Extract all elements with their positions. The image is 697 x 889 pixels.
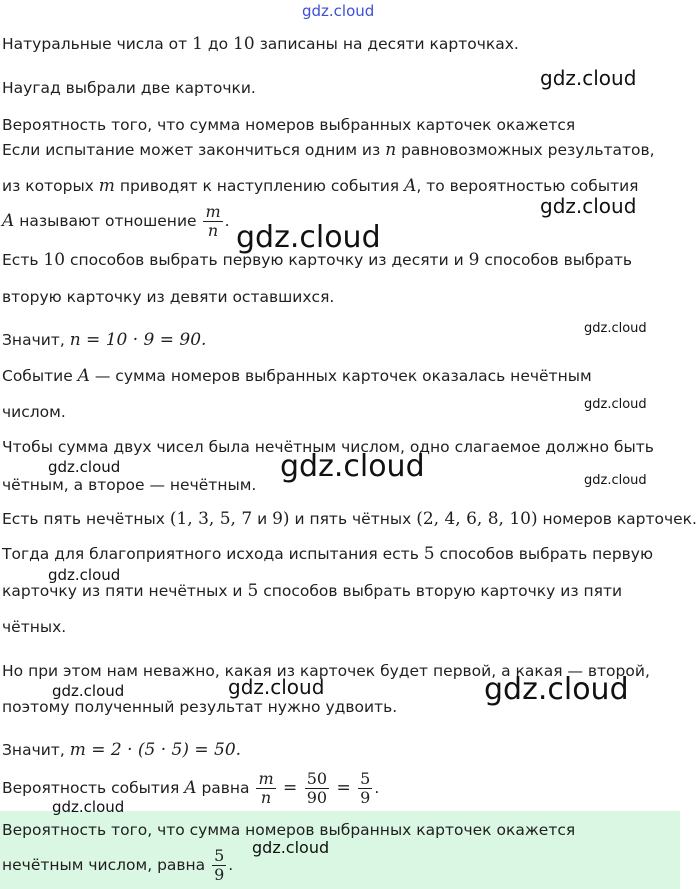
watermark: gdz.cloud <box>484 672 629 707</box>
text: способов выбрать вторую карточку из пяти <box>258 582 623 600</box>
text: . <box>228 856 234 874</box>
fraction <box>358 770 372 807</box>
text: из которых <box>2 177 99 195</box>
text: способов выбрать первую <box>434 545 654 563</box>
denominator: n <box>260 788 272 807</box>
text: , то вероятностью события <box>416 177 639 195</box>
text: Есть пять нечётных <box>2 510 170 528</box>
math-equation: n = 10 · 9 = 90. <box>69 330 207 350</box>
text: карточку из пяти нечётных и <box>2 582 248 600</box>
text: — сумма номеров выбранных карточек оказалась нечётным <box>89 367 592 385</box>
watermark: gdz.cloud <box>540 194 637 218</box>
text: Значит, <box>2 331 70 349</box>
text: и <box>252 510 273 528</box>
text: способов выбрать первую карточку из десяти и <box>65 251 469 269</box>
text: называют отношение <box>14 212 202 230</box>
math-number: 10 <box>43 250 66 270</box>
solution-line-10 <box>2 581 622 601</box>
watermark: gdz.cloud <box>228 675 325 699</box>
numerator: 5 <box>360 769 371 788</box>
fraction <box>256 770 275 807</box>
denominator: 9 <box>360 788 371 807</box>
text: равновозможных результатов, <box>396 141 655 159</box>
solution-line-12: Но при этом нам неважно, какая из карточек будет первой, а какая — второй, <box>2 662 650 680</box>
numerator: 5 <box>214 846 225 865</box>
math-var: A <box>77 366 90 386</box>
watermark: gdz.cloud <box>280 449 425 484</box>
fraction <box>212 847 226 884</box>
denominator: n <box>207 221 219 240</box>
watermark: gdz.cloud <box>540 66 637 90</box>
numerator: m <box>258 769 274 788</box>
problem-line-1 <box>2 34 519 54</box>
math-var: A <box>2 211 15 231</box>
solution-line-11: чётных. <box>2 618 67 636</box>
watermark: gdz.cloud <box>48 566 121 584</box>
text: Значит, <box>2 741 70 759</box>
watermark: gdz.cloud <box>52 798 125 816</box>
text: записаны на десяти карточках. <box>254 35 519 53</box>
math-number: 1 <box>192 34 203 54</box>
solution-line-8 <box>2 509 697 529</box>
solution-line-5: числом. <box>2 403 66 421</box>
text: Тогда для благоприятного исхода испытания есть <box>2 545 424 563</box>
watermark: gdz.cloud <box>584 473 647 488</box>
text: до <box>202 35 233 53</box>
math-number: 5 <box>423 544 435 564</box>
math-var: A <box>184 778 197 798</box>
math-equation: m = 2 · (5 · 5) = 50. <box>69 740 242 760</box>
watermark: gdz.cloud <box>252 838 330 857</box>
fraction <box>305 770 329 807</box>
watermark: gdz.cloud <box>52 682 125 700</box>
solution-line-6: Чтобы сумма двух чисел была нечётным числом, одно слагаемое должно быть <box>2 438 654 456</box>
solution-line-4 <box>2 366 592 386</box>
problem-line-3: Вероятность того, что сумма номеров выбранных карточек окажется <box>2 116 576 134</box>
answer-line-2 <box>2 843 233 887</box>
fraction <box>203 203 222 240</box>
math-var: m <box>98 176 115 196</box>
solution-line-3 <box>2 330 206 350</box>
math-set: (1, 3, 5, 7 <box>169 509 253 529</box>
solution-line-14 <box>2 740 241 760</box>
theory-line-3 <box>2 200 230 242</box>
denominator: 90 <box>306 788 328 807</box>
math-set: 9) <box>272 509 290 529</box>
solution-line-13: поэтому полученный результат нужно удвоить. <box>2 698 398 716</box>
answer-line-1: Вероятность того, что сумма номеров выбранных карточек окажется <box>2 821 576 839</box>
text: номеров карточек. <box>537 510 697 528</box>
theory-line-2 <box>2 176 639 196</box>
watermark: gdz.cloud <box>584 321 647 336</box>
math-number: 10 <box>233 34 255 54</box>
numerator: m <box>205 202 221 221</box>
text: Если испытание может закончиться одним из <box>2 141 386 159</box>
text: . <box>224 212 230 230</box>
math-number: 9 <box>468 250 480 270</box>
text: и пять чётных <box>289 510 417 528</box>
header-watermark[interactable]: gdz.cloud <box>302 2 375 20</box>
text: способов выбрать <box>479 251 633 269</box>
watermark: gdz.cloud <box>48 458 121 476</box>
text: равна <box>196 779 255 797</box>
denominator: 9 <box>214 865 225 884</box>
numerator: 50 <box>306 769 328 788</box>
solution-line-2: вторую карточку из девяти оставшихся. <box>2 288 335 306</box>
text: Натуральные числа от <box>2 35 193 53</box>
text: нечётным числом, равна <box>2 856 211 874</box>
math-number: 5 <box>247 581 259 601</box>
equals-sign: = <box>331 778 357 798</box>
text: Вероятность события <box>2 779 185 797</box>
solution-line-9 <box>2 544 653 564</box>
math-set: (2, 4, 6, 8, 10) <box>416 509 538 529</box>
equals-sign: = <box>277 778 303 798</box>
text: Есть <box>2 251 44 269</box>
solution-line-7: чётным, а второе — нечётным. <box>2 476 257 494</box>
text: . <box>374 779 380 797</box>
math-var: A <box>404 176 417 196</box>
text: приводят к наступлению события <box>114 177 405 195</box>
text: Событие <box>2 367 78 385</box>
watermark: gdz.cloud <box>236 220 381 255</box>
problem-line-2: Наугад выбрали две карточки. <box>2 79 256 97</box>
math-var: n <box>385 140 397 160</box>
theory-line-1 <box>2 140 655 160</box>
watermark: gdz.cloud <box>584 397 647 412</box>
